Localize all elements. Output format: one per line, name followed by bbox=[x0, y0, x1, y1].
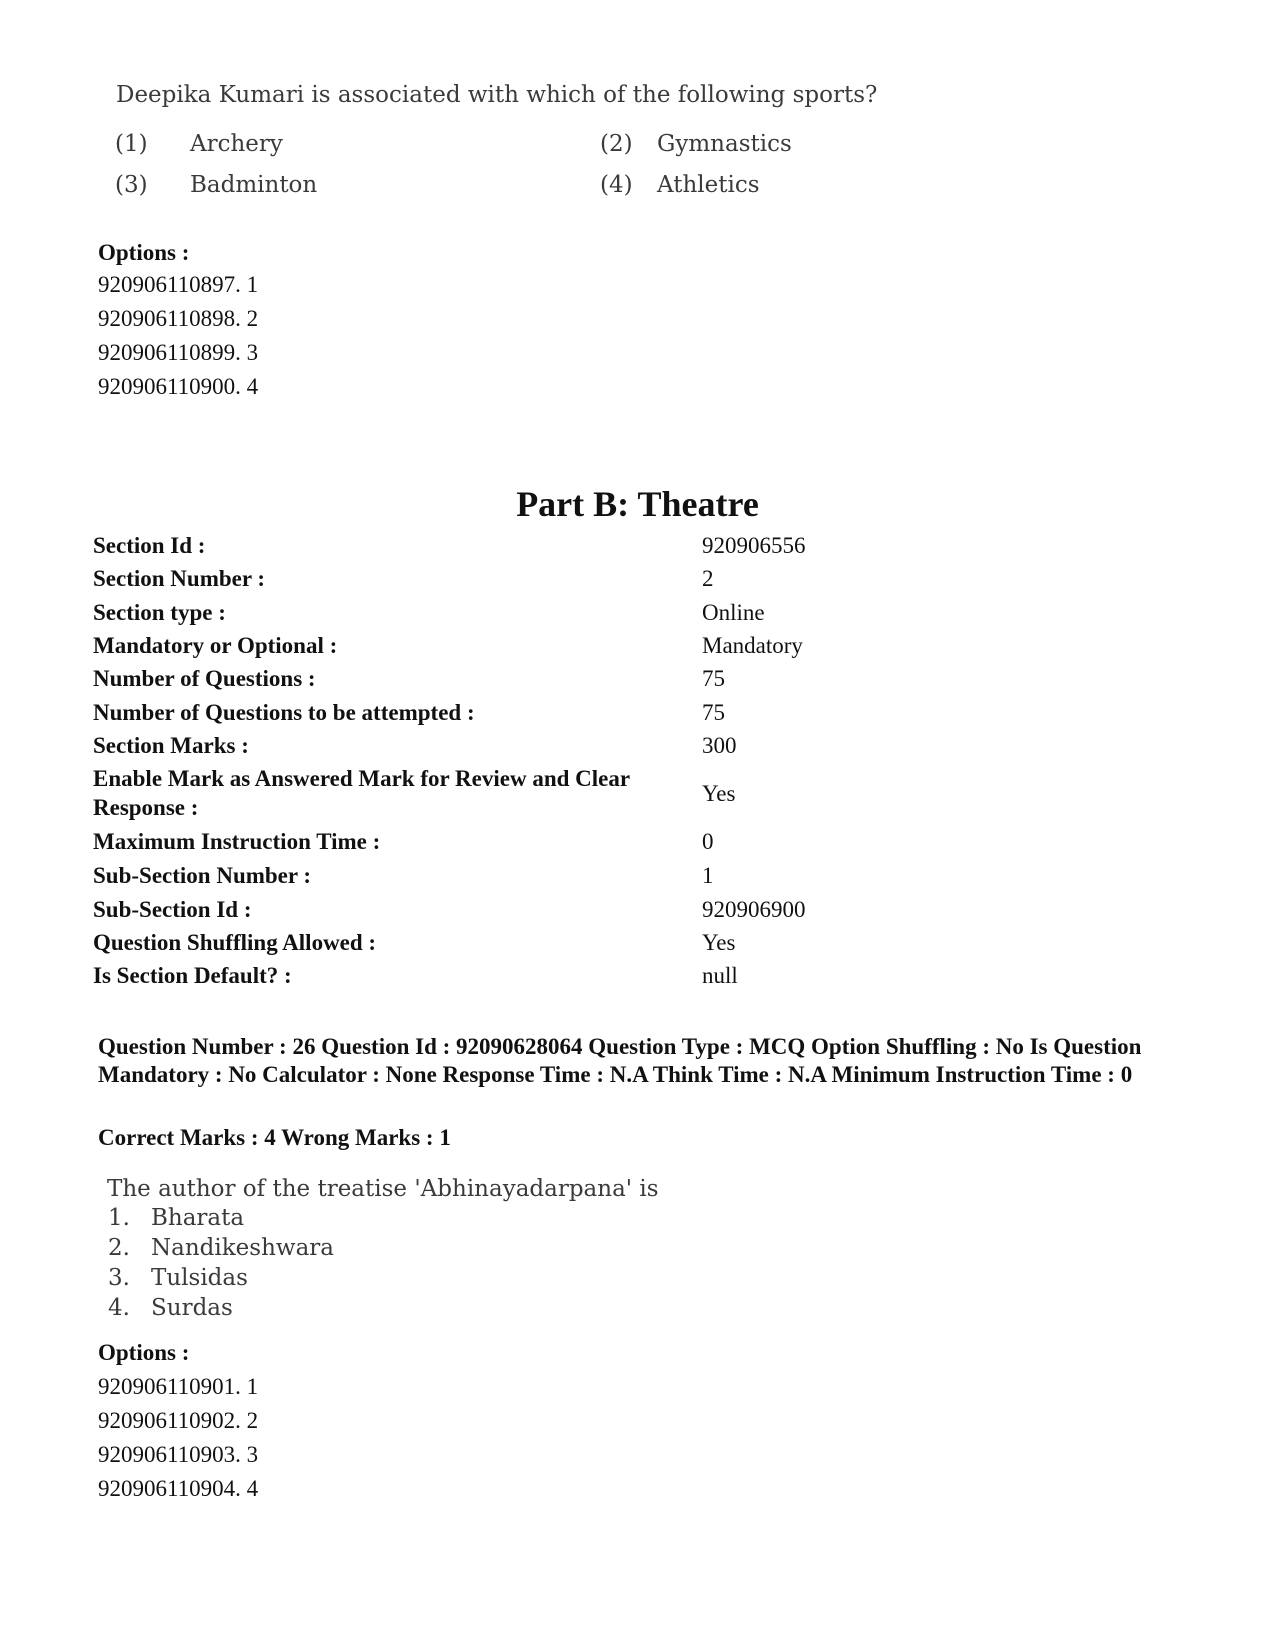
q2-choice-2-label: Nandikeshwara bbox=[151, 1235, 335, 1261]
q2-options-heading: Options : bbox=[98, 1340, 190, 1365]
q2-choice-1-label: Bharata bbox=[151, 1205, 245, 1231]
section-default-value: null bbox=[702, 963, 738, 988]
q2-choice-4-label: Surdas bbox=[151, 1295, 233, 1321]
section-default-label: Is Section Default? : bbox=[93, 963, 292, 988]
num-questions-value: 75 bbox=[702, 666, 725, 691]
q1-choice-2-number: (2) bbox=[600, 131, 633, 157]
q2-option-4: 920906110904. 4 bbox=[98, 1476, 259, 1501]
section-id-value: 920906556 bbox=[702, 533, 806, 558]
max-instruction-value: 0 bbox=[702, 829, 714, 854]
question-2-text: The author of the treatise 'Abhinayadarpana' is bbox=[107, 1176, 659, 1202]
section-marks-value: 300 bbox=[702, 733, 737, 758]
q1-option-2: 920906110898. 2 bbox=[98, 306, 259, 331]
q2-marks: Correct Marks : 4 Wrong Marks : 1 bbox=[98, 1125, 451, 1150]
q1-choice-3-label: Badminton bbox=[190, 172, 318, 198]
q2-meta: Question Number : 26 Question Id : 92090628064 Question Type : MCQ Option Shuffling : No Is Question Mandatory : No Calculator : None Response Time : N.A Think Time : N.A Minimum Instruction Time : 0 bbox=[98, 1034, 1142, 1087]
q2-option-2: 920906110902. 2 bbox=[98, 1408, 259, 1433]
q2-choice-3-number: 3. bbox=[108, 1265, 130, 1291]
num-attempt-label: Number of Questions to be attempted : bbox=[93, 700, 475, 725]
subsection-number-label: Sub-Section Number : bbox=[93, 863, 312, 888]
q1-choice-4-label: Athletics bbox=[657, 172, 760, 198]
subsection-number-value: 1 bbox=[702, 863, 714, 888]
q1-option-4: 920906110900. 4 bbox=[98, 374, 259, 399]
q2-choice-4-number: 4. bbox=[108, 1295, 130, 1321]
q2-choice-1-number: 1. bbox=[108, 1205, 130, 1231]
q1-choice-1-label: Archery bbox=[190, 131, 283, 157]
section-id-label: Section Id : bbox=[93, 533, 206, 558]
q1-choice-2-label: Gymnastics bbox=[657, 131, 792, 157]
shuffling-value: Yes bbox=[702, 930, 736, 955]
section-type-value: Online bbox=[702, 600, 765, 625]
enable-mark-label: Enable Mark as Answered Mark for Review and Clear Response : bbox=[93, 766, 630, 820]
q2-choice-3-label: Tulsidas bbox=[151, 1265, 248, 1291]
max-instruction-label: Maximum Instruction Time : bbox=[93, 829, 381, 854]
q1-choice-4-number: (4) bbox=[600, 172, 633, 198]
section-marks-label: Section Marks : bbox=[93, 733, 249, 758]
part-title: Part B: Theatre bbox=[516, 484, 759, 524]
q1-option-3: 920906110899. 3 bbox=[98, 340, 259, 365]
q2-option-3: 920906110903. 3 bbox=[98, 1442, 259, 1467]
q2-option-1: 920906110901. 1 bbox=[98, 1374, 259, 1399]
q1-option-1: 920906110897. 1 bbox=[98, 272, 259, 297]
q2-choice-2-number: 2. bbox=[108, 1235, 130, 1261]
num-questions-label: Number of Questions : bbox=[93, 666, 316, 691]
subsection-id-label: Sub-Section Id : bbox=[93, 897, 252, 922]
num-attempt-value: 75 bbox=[702, 700, 725, 725]
mandatory-label: Mandatory or Optional : bbox=[93, 633, 338, 658]
section-number-value: 2 bbox=[702, 566, 714, 591]
subsection-id-value: 920906900 bbox=[702, 897, 806, 922]
q1-choice-1-number: (1) bbox=[115, 131, 148, 157]
section-number-label: Section Number : bbox=[93, 566, 266, 591]
mandatory-value: Mandatory bbox=[702, 633, 803, 658]
enable-mark-value: Yes bbox=[702, 781, 736, 806]
section-type-label: Section type : bbox=[93, 600, 226, 625]
q1-options-heading: Options : bbox=[98, 240, 190, 265]
q1-choice-3-number: (3) bbox=[115, 172, 148, 198]
question-1-text: Deepika Kumari is associated with which of the following sports? bbox=[116, 82, 878, 108]
shuffling-label: Question Shuffling Allowed : bbox=[93, 930, 377, 955]
